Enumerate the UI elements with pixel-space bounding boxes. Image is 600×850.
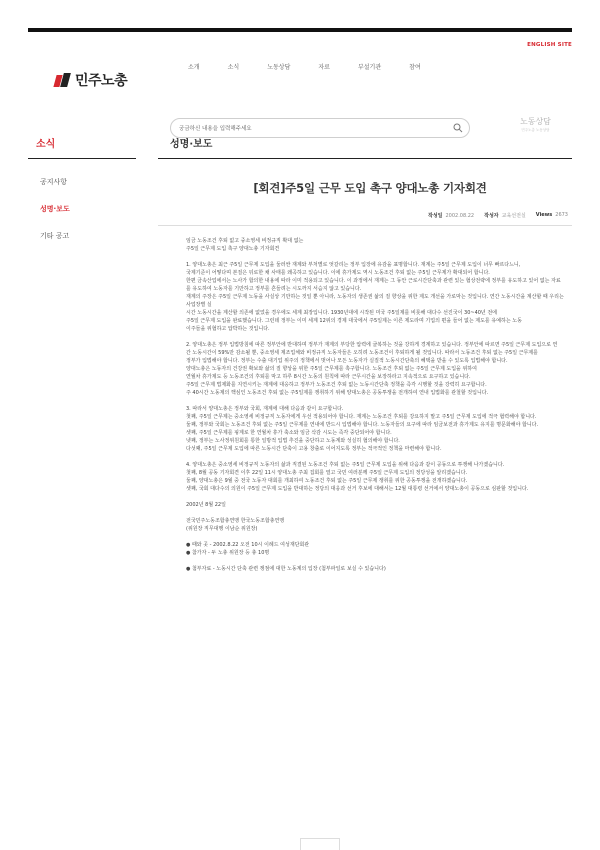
meta-divider (158, 225, 572, 226)
sidebar-item-notice[interactable]: 공지사항 (40, 178, 68, 186)
body-line: 주5일 근무제 법제화를 지연시키는 재계에 대응하고 정부가 노동조건 후퇴 없는 노동시간단축 정책을 즉각 시행할 것을 강력히 요구합니다. (186, 382, 487, 388)
paragraph-gap (186, 333, 568, 341)
logo-text: 민주노총 (75, 73, 128, 89)
sidebar-title: 소식 (36, 139, 56, 150)
body-line: 임금 노동조건 후퇴 없고 중소영세 비정규직 확대 없는 (186, 238, 304, 244)
body-line: 간 노동시간이 59%만 감소될 뿐, 중소영세 제조업체와 비정규직 노동자들은 오히려 노동조건이 후퇴하게 될 것입니다. 따라서 노동조건 후퇴 없는 주5일 근무제를 (186, 350, 538, 356)
body-line: 주 40시간 노동제의 핵심인 노동조건 후퇴 없는 주5일제를 쟁취하기 위해 양대노총은 공동투쟁을 전개하여 연내 입법화를 관철할 것입니다. (186, 390, 489, 396)
body-line: 둘째, 양대노총은 9월 중 전국 노동자 대회를 개최하여 노동조건 후퇴 없는 주5일 근무제 쟁취를 위한 공동투쟁을 전개하겠습니다. (186, 478, 468, 484)
main-divider (158, 158, 572, 159)
page-title: 성명·보도 (170, 139, 213, 150)
article-title: [회견]주5일 근무 도입 촉구 양대노총 기자회견 (253, 181, 487, 195)
search-icon[interactable] (453, 123, 463, 133)
body-line: 셋째, 주5일 근무제를 핑계로 한 연월차 휴가 축소와 임금 삭감 시도는 즉각 중단되어야 합니다. (186, 430, 392, 436)
body-line: 를 유도하여 노동자를 기만하고 정부를 흔들려는 시도까지 서슴지 않고 있습니다. (186, 286, 362, 292)
sidebar-item-statements[interactable]: 성명·보도 (40, 205, 70, 213)
top-bar (28, 28, 572, 32)
article-meta (428, 212, 568, 219)
body-line: 정부가 입법해야 합니다. 정부는 수출 대기업 위주의 정책에서 벗어나 모든 노동자가 실질적 노동시간단축의 혜택을 받을 수 있도록 입법해야 합니다. (186, 358, 508, 364)
body-line: 전국민주노동조합총연맹 한국노동조합총연맹 (186, 518, 285, 524)
body-line: 1. 양대노총은 최근 주5일 근무제 도입을 둘러싼 재계와 부처별로 엇갈리는 정부 입장에 유감을 표명합니다. 재계는 주5일 근무제 도입이 너무 빠르다느니, (186, 262, 521, 268)
body-line: ● 첨부자료 - 노동시간 단축 관련 쟁점에 대한 노동계의 입장 (첨부파일로 보실 수 있습니다) (186, 566, 386, 572)
paragraph-gap (186, 493, 568, 501)
article-body (186, 237, 568, 573)
labor-consult-sub: 민주노총 노동상담 (521, 128, 550, 132)
search-input[interactable] (170, 118, 470, 138)
paragraph-gap (186, 509, 568, 517)
body-line: ● 때와 곳 - 2002.8.22 오전 10시 이례드 여성재단회관 (186, 542, 310, 548)
body-line: 주5일 근무제 도입을 완료했습니다. 그런데 정부는 이미 세계 12위의 경제 대국에서 주5일제는 이른 제도라며 기업의 편을 들어 없는 제도를 유예하는 노동 (186, 318, 522, 324)
body-line: 첫째, 주5일 근무제는 중소영세 비정규직 노동자에게 우선 적용되어야 합니다. 재계는 노동조건 후퇴를 강요하지 말고 주5일 근무제 도입에 적극 협력해야 합니다. (186, 414, 537, 420)
sidebar-divider (28, 158, 136, 159)
global-nav (188, 62, 449, 71)
body-line: 양대노총은 노동자의 건강권 확보와 삶의 질 향상을 위한 주5일 근무제를 촉구합니다. 노동조건 후퇴 없는 주5일 근무제 도입을 위하여 (186, 366, 477, 372)
paragraph-gap (186, 453, 568, 461)
body-line: (위원장 직무대행 이남순 위원장) (186, 526, 258, 532)
body-line: 다섯째, 주5일 근무제 도입에 따른 노동시간 단축이 고용 창출로 이어지도록 정부는 적극적인 정책을 마련해야 합니다. (186, 446, 442, 452)
logo-mark-icon (55, 73, 71, 87)
body-line: 둘째, 정부와 국회는 노동조건 후퇴 없는 주5일 근무제를 연내에 반드시 입법해야 합니다. 노동자들의 요구에 따라 임금보전과 휴가제도 유지를 명문화해야 합니다. (186, 422, 539, 428)
paragraph-gap (186, 557, 568, 565)
body-line: 이주들을 위협하고 압박하는 것입니다. (186, 326, 270, 332)
gnb-item-affiliates[interactable]: 부설기관 (357, 64, 382, 71)
site-logo[interactable] (55, 70, 127, 90)
gnb-item-labor-consult[interactable]: 노동상담 (267, 64, 291, 71)
body-line: 4. 양대노총은 중소영세 비정규직 노동자의 삶과 직결된 노동조건 후퇴 없는 주5일 근무제 도입을 위해 다음과 같이 공동으로 투쟁해 나가겠습니다. (186, 462, 505, 468)
labor-consult-link[interactable] (520, 116, 551, 133)
labor-consult-title: 노동상담 (520, 117, 551, 126)
meta-author: 작성자 교육선전실 (484, 213, 526, 219)
body-line: 2. 양대노총은 정부 입법방침에 따른 정부안에 반대하며 정부가 재계의 부당한 압력에 굴복하는 것을 강하게 경계하고 있습니다. 정부안에 따르면 주5일 근무제 도입으로 연 (186, 342, 558, 348)
body-line: 한편 금속산업에서는 노사가 합의한 내용에 따라 이미 적용되고 있습니다. 이 과정에서 재계는 그 동안 근로시간단축과 관련 있는 협상전략에 정부를 유도하고 있어 없는 자료 (186, 278, 561, 284)
body-line: 시간 노동시간을 계산할 의존에 없었을 경우에도 세계 최장입니다. 1930년대에 시작된 미국 주5일제를 비롯해 대다수 선진국이 30~40년 전에 (186, 310, 498, 316)
sidebar-item-other-notice[interactable]: 기타 공고 (40, 232, 70, 240)
english-site-link[interactable]: ENGLISH SITE (527, 42, 572, 48)
body-line: 재계의 주장은 주5일 근무제 노동을 사실상 기만하는 것일 뿐 아니라, 노동자의 생존권 삶의 질 향상을 위한 제도 개선을 가로막는 것입니다. 연간 노동시간을 계산할 때 우리는 사업장별 실 (186, 294, 564, 308)
body-line: 3. 따라서 양대노총은 정부와 국회, 재계에 대해 다음과 같이 요구합니다. (186, 406, 344, 412)
search-placeholder: 궁금하신 내용을 입력해주세요 (179, 126, 252, 132)
body-line: 2002년 8월 22일 (186, 502, 226, 508)
body-line: 셋째, 국회 대다수의 의원이 주5일 근무제 도입을 반대하는 정당의 대응과 선거 후보에 대해서는 12월 대통령 선거에서 양대노총이 공동으로 심판할 것입니다. (186, 486, 529, 492)
paragraph-gap (186, 253, 568, 261)
meta-views: Views 2673 (535, 212, 568, 218)
paragraph-gap (186, 397, 568, 405)
list-button-partial[interactable] (300, 838, 340, 850)
gnb-item-about[interactable]: 소개 (188, 64, 200, 71)
gnb-item-participate[interactable]: 참여 (409, 64, 421, 71)
body-line: 넷째, 정부는 노사정위원회를 통한 일방적 입법 추진을 중단하고 노동계와 성실히 협의해야 합니다. (186, 438, 400, 444)
body-line: ● 참가자 - 두 노총 위원장 등 총 10명 (186, 550, 270, 556)
gnb-item-resources[interactable]: 자료 (318, 64, 330, 71)
gnb-item-news[interactable]: 소식 (227, 64, 240, 71)
paragraph-gap (186, 533, 568, 541)
body-line: 국제기준이 어떻다며 본질은 뒤로한 채 사태를 왜곡하고 있습니다. 이에 휴가제도 역시 노동조건 후퇴 없는 주5일 근무제가 확대되어 합니다. (186, 270, 490, 276)
meta-date: 작성일 2002.08.22 (427, 213, 475, 219)
body-line: 연월차 휴가제도 등 노동조건의 후퇴를 막고 하루 8시간 노동의 원칙에 따라 근무시간을 보장하라고 지속적으로 요구하고 있습니다. (186, 374, 471, 380)
body-line: 주5일 근무제 도입 촉구 양대노총 기자회견 (186, 246, 280, 252)
body-line: 첫째, 8월 공동 기자회견 이후 22일 11시 양대노총 주최 집회를 열고 국민 여러분께 주5일 근무제 도입의 정당성을 알리겠습니다. (186, 470, 468, 476)
